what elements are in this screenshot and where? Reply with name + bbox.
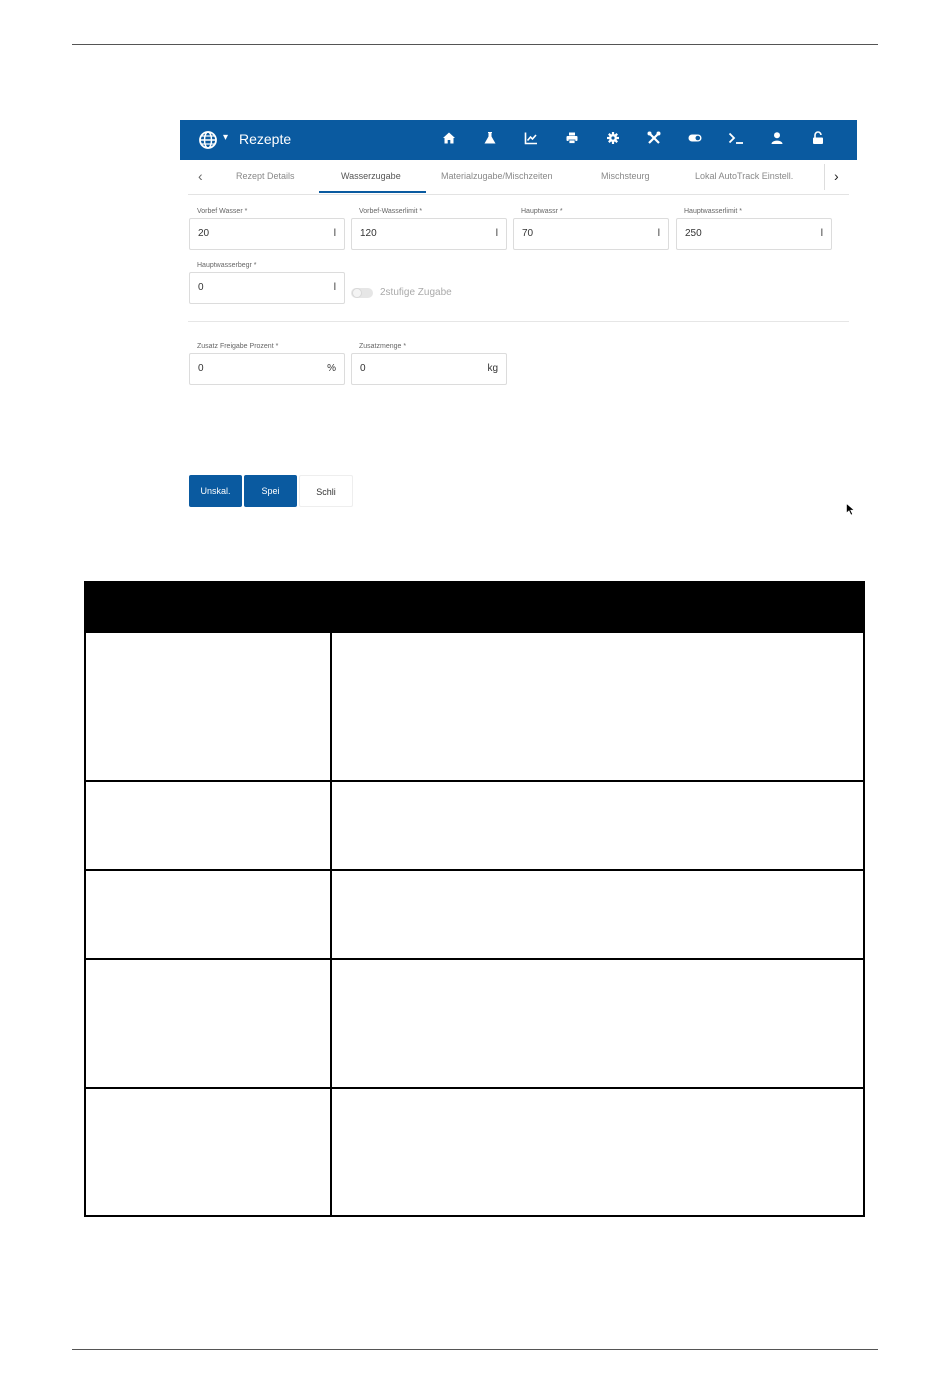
chart-icon[interactable] — [522, 130, 540, 148]
home-icon[interactable] — [440, 130, 458, 148]
zweistufige-zugabe-toggle[interactable] — [351, 288, 373, 298]
tab-wasserzugabe[interactable]: Wasserzugabe — [341, 171, 401, 181]
vorbef-wasser-unit: l — [333, 228, 336, 239]
zusatz-freigabe-unit: % — [327, 363, 336, 374]
user-icon[interactable] — [768, 130, 786, 148]
table-row-divider — [86, 780, 863, 782]
app-screenshot — [180, 120, 857, 520]
zweistufige-zugabe-label: 2stufige Zugabe — [380, 287, 452, 298]
unskal-button[interactable]: Unskal. — [189, 475, 242, 507]
tools-icon[interactable] — [645, 130, 663, 148]
tab-next-button[interactable]: › — [834, 168, 839, 184]
hauptwasserlimit-input[interactable] — [676, 218, 832, 250]
hauptwasserlimit-value: 250 — [685, 228, 702, 239]
tab-lokal-autotrack[interactable]: Lokal AutoTrack Einstell. — [695, 171, 794, 181]
zusatzmenge-label: Zusatzmenge * — [359, 343, 407, 350]
zusatzmenge-value: 0 — [360, 363, 366, 374]
toggle-icon[interactable] — [686, 130, 704, 148]
vorbef-wasser-value: 20 — [198, 228, 210, 239]
app-title: Rezepte — [239, 131, 292, 147]
zusatzmenge-unit: kg — [487, 363, 498, 374]
tab-materialzugabe[interactable]: Materialzugabe/Mischzeiten — [441, 171, 553, 181]
app-topbar — [180, 120, 857, 160]
tab-prev-button[interactable]: ‹ — [198, 168, 203, 184]
gear-icon[interactable] — [604, 130, 622, 148]
hauptwassr-input[interactable] — [513, 218, 669, 250]
section-divider — [188, 321, 849, 322]
header-rule — [72, 44, 878, 45]
table-header-row — [86, 583, 863, 631]
tab-separator — [824, 164, 825, 190]
save-button[interactable]: Spei — [244, 475, 297, 507]
vorbef-wasserlimit-label: Vorbef-Wasserlimit * — [359, 208, 423, 215]
hauptwasserbegr-input[interactable] — [189, 272, 345, 304]
printer-icon[interactable] — [563, 130, 581, 148]
hauptwassr-unit: l — [657, 228, 660, 239]
vorbef-wasser-input[interactable] — [189, 218, 345, 250]
hauptwassr-value: 70 — [522, 228, 534, 239]
flask-icon[interactable] — [481, 130, 499, 148]
table-column-divider — [330, 631, 332, 1217]
description-table — [84, 581, 865, 1217]
table-row-divider — [86, 1087, 863, 1089]
mouse-cursor-icon — [846, 503, 855, 521]
hauptwasserbegr-label: Hauptwasserbegr * — [197, 262, 257, 269]
table-row-divider — [86, 958, 863, 960]
vorbef-wasserlimit-unit: l — [495, 228, 498, 239]
unlock-icon[interactable] — [809, 130, 827, 148]
zusatz-freigabe-value: 0 — [198, 363, 204, 374]
hauptwassr-label: Hauptwassr * — [521, 208, 563, 215]
footer-rule — [72, 1349, 878, 1350]
tab-rezept-details[interactable]: Rezept Details — [236, 171, 295, 181]
table-row-divider — [86, 869, 863, 871]
hauptwasserbegr-unit: l — [333, 282, 336, 293]
terminal-icon[interactable] — [727, 130, 745, 148]
tab-bar — [188, 160, 849, 195]
table-row-divider — [86, 631, 863, 633]
hauptwasserbegr-value: 0 — [198, 282, 204, 293]
zusatz-freigabe-input[interactable] — [189, 353, 345, 385]
vorbef-wasserlimit-value: 120 — [360, 228, 377, 239]
close-button[interactable]: Schli — [299, 475, 353, 507]
vorbef-wasserlimit-input[interactable] — [351, 218, 507, 250]
hauptwasserlimit-label: Hauptwasserlimit * — [684, 208, 742, 215]
hauptwasserlimit-unit: l — [820, 228, 823, 239]
active-tab-indicator — [319, 191, 426, 193]
zusatzmenge-input[interactable] — [351, 353, 507, 385]
tab-mischsteurg[interactable]: Mischsteurg — [601, 171, 650, 181]
chevron-down-icon[interactable]: ▾ — [223, 132, 229, 143]
zusatz-freigabe-label: Zusatz Freigabe Prozent * — [197, 343, 279, 350]
globe-icon[interactable] — [198, 130, 218, 150]
vorbef-wasser-label: Vorbef Wasser * — [197, 208, 248, 215]
